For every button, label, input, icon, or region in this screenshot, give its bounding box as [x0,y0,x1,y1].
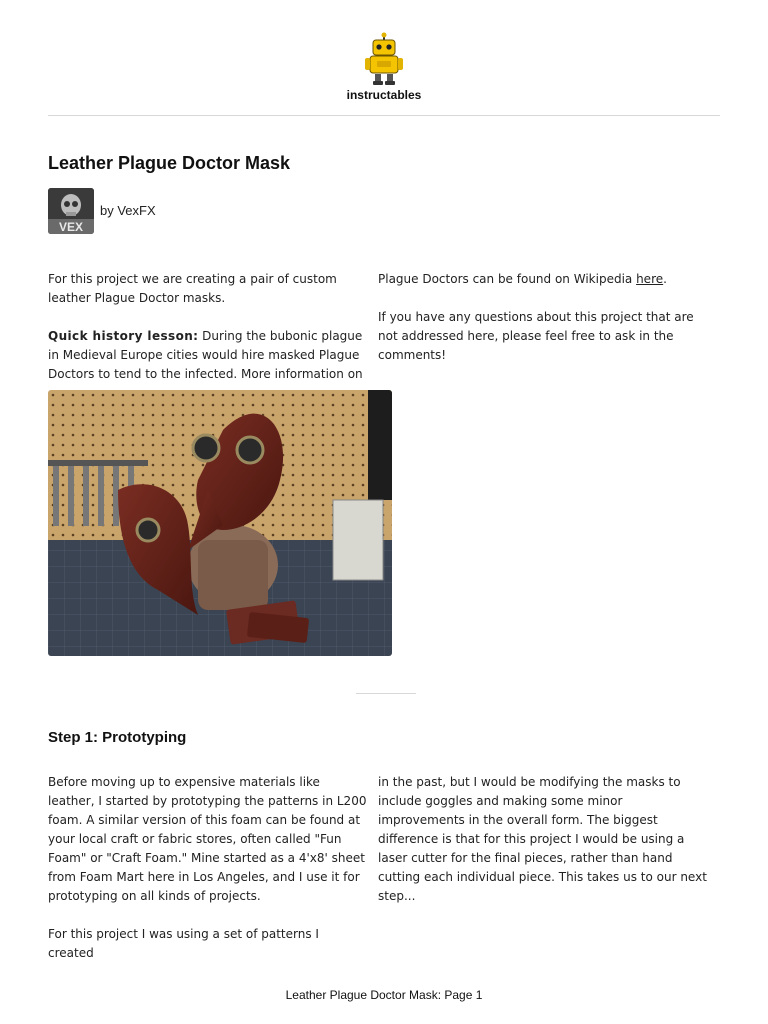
step-1-paragraph-3: in the past, but I would be modifying the masks to include goggles and making some minor improvements in the overall form. The biggest difference is that for this project I would be using a laser cutter for the final pieces, rather than hand cutting each individual piece. This takes us to our next step... [378,775,707,903]
wikipedia-text-end: . [663,272,667,286]
plague-mask-photo [48,390,392,656]
step-1-paragraph-2: For this project I was using a set of patterns I created [48,927,319,960]
page-title: Leather Plague Doctor Mask [48,153,291,173]
author-byline[interactable]: by VexFX [100,203,156,218]
intro-paragraph-1: For this project we are creating a pair of custom leather Plague Doctor masks. [48,272,337,305]
step-1-paragraph-1: Before moving up to expensive materials like leather, I started by prototyping the patterns in L200 foam. A similar version of this foam can be found at your local craft or fabric stores, often called "Fun Foam" or "Craft Foam." Mine started as a 4'x8' sheet from Foam Mart here in Los Angeles, and I use it for prototyping on all kinds of projects. [48,775,367,903]
robot-mascot-icon[interactable] [362,32,406,86]
history-lesson-text: During the bubonic plague in Medieval Europe cities would hire masked Plague Doctors to tend to the infected. More information on [48,329,363,381]
avatar-text: VEX [58,220,84,234]
brand-name[interactable]: instructables [346,88,422,102]
wikipedia-link[interactable]: here [636,272,664,286]
page-header [0,0,768,116]
header-divider [48,115,720,116]
step-1-title: Step 1: Prototyping [48,729,187,746]
intro-paragraph-2 [48,327,368,384]
intro-paragraph-4: If you have any questions about this project that are not addressed here, please feel free to ask in the comments! [378,310,694,362]
wikipedia-text: Plague Doctors can be found on Wikipedia [378,272,637,286]
avatar[interactable] [48,188,94,234]
page-footer: Leather Plague Doctor Mask: Page 1 [285,988,483,1002]
history-lesson-label: Quick history lesson: [48,329,199,343]
section-divider [356,693,416,694]
intro-paragraph-3 [378,270,708,289]
